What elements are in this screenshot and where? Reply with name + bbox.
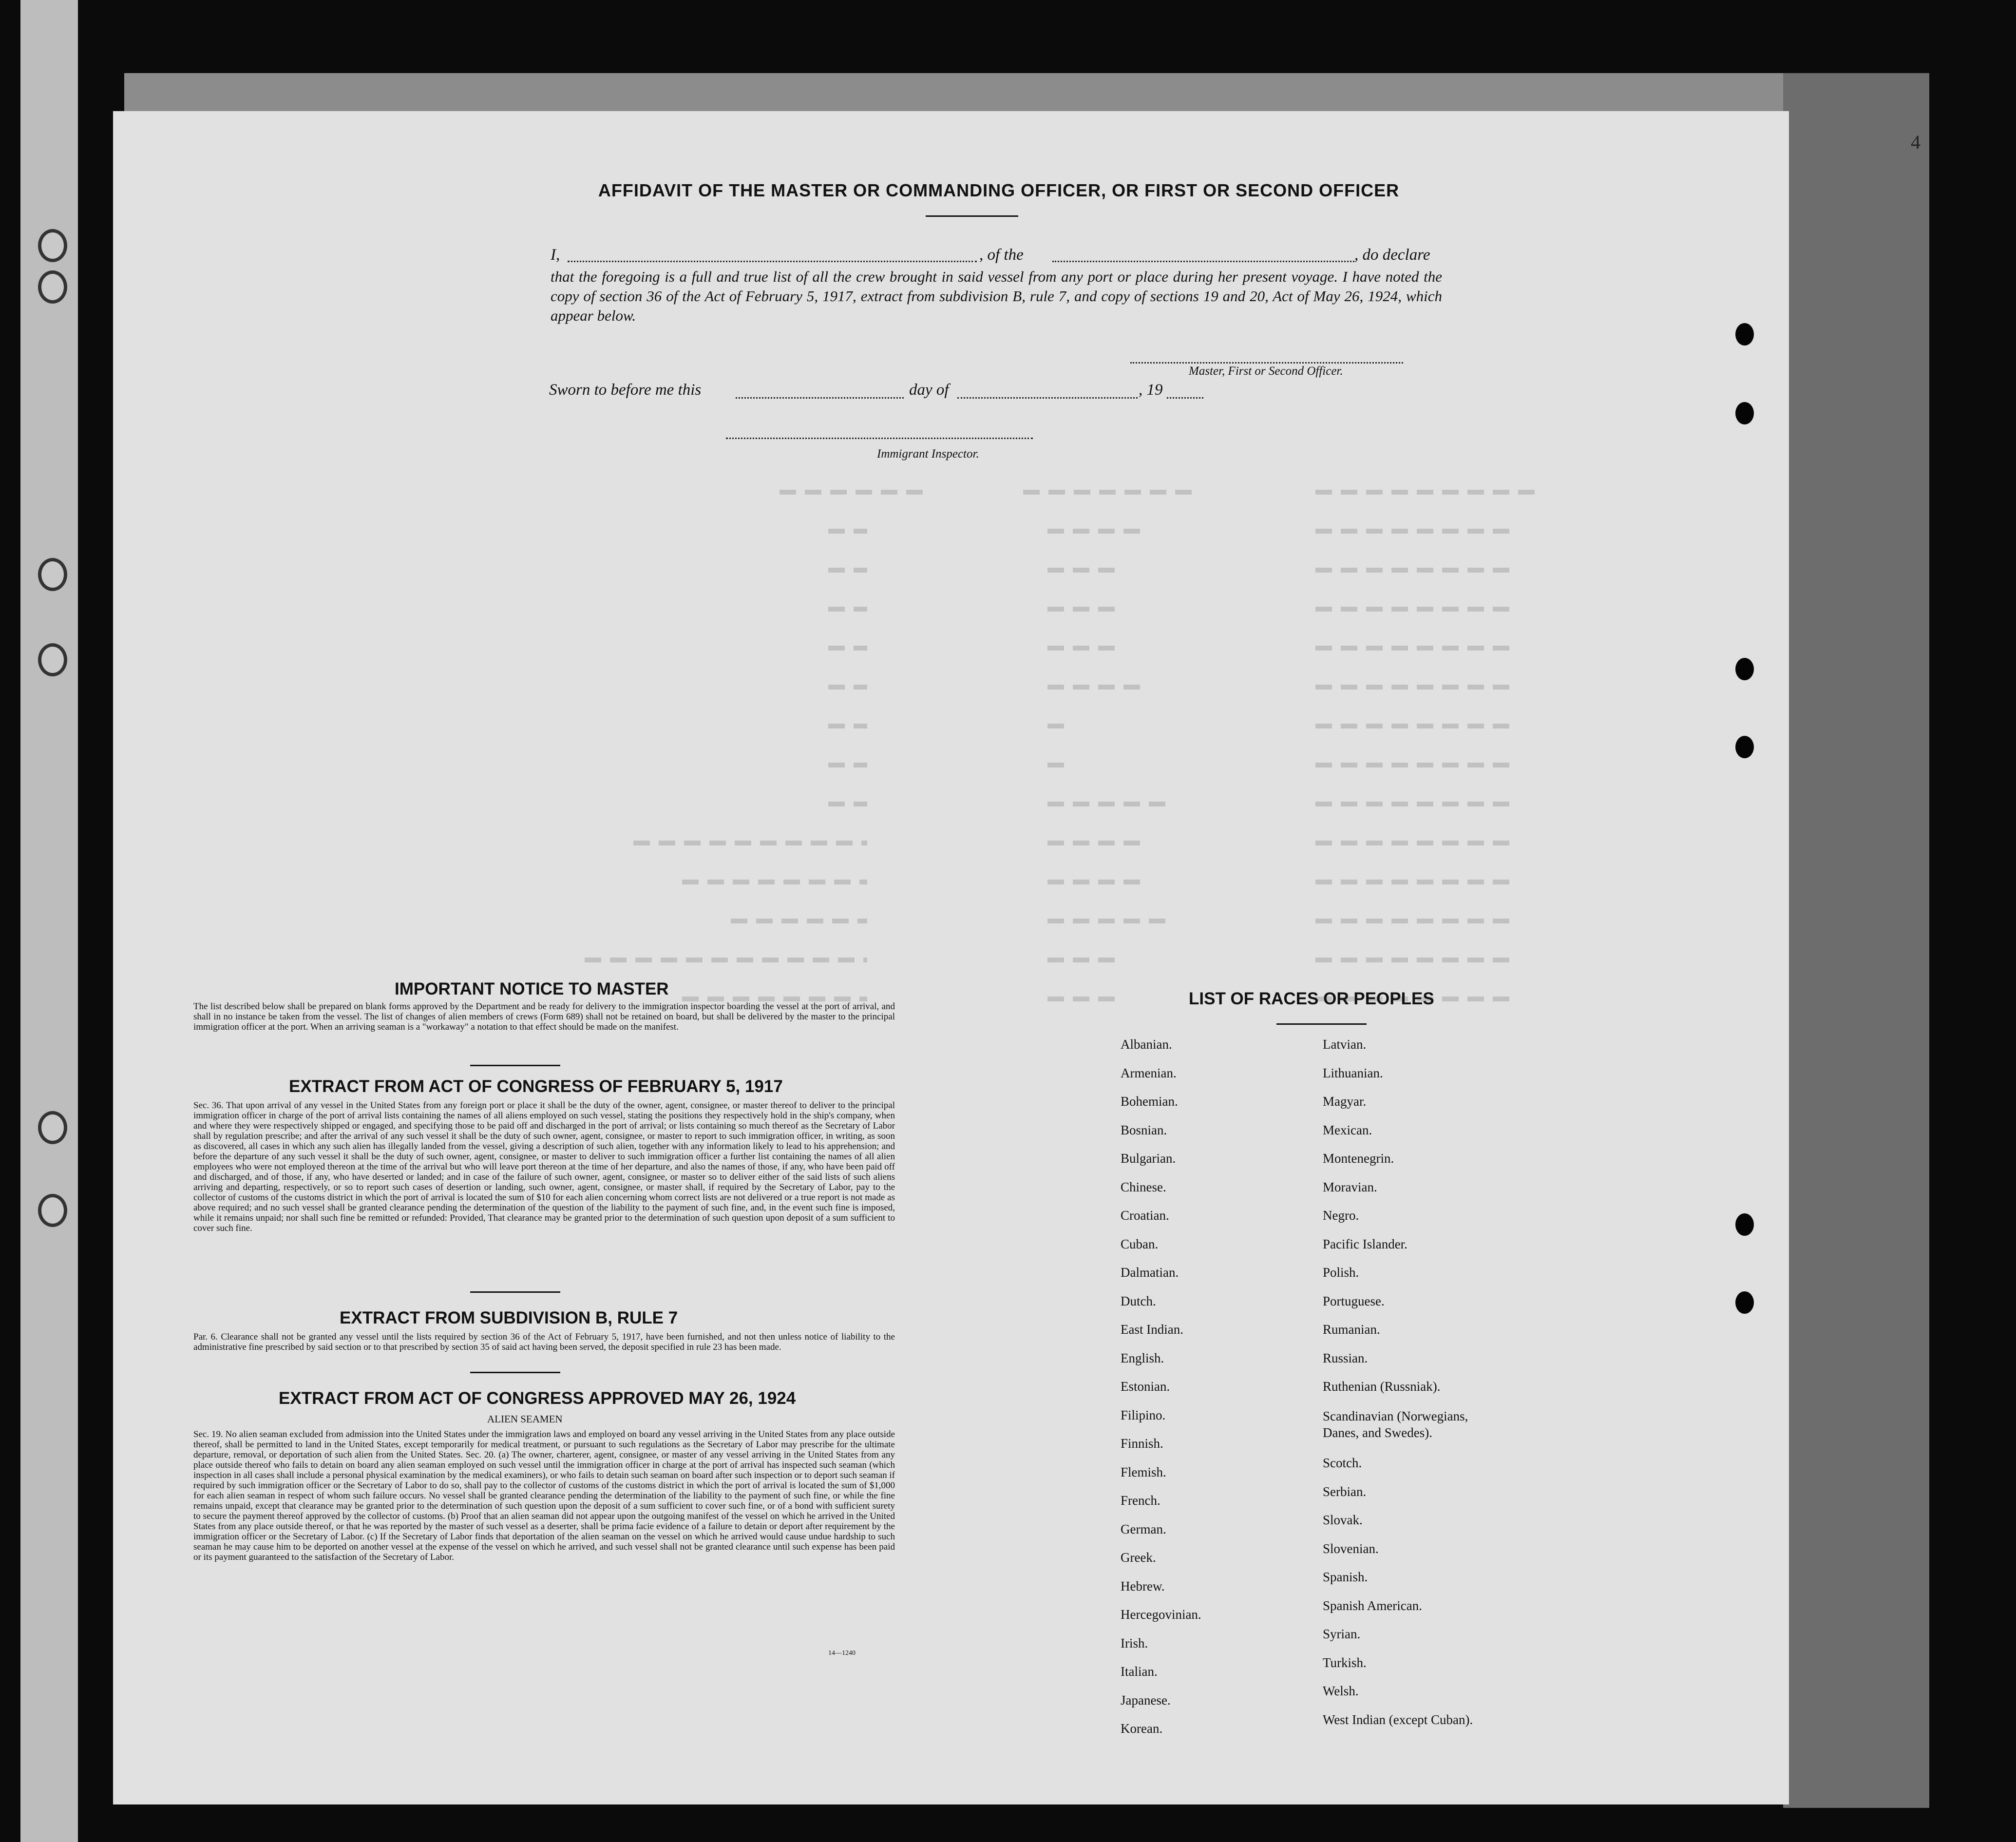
binder-hole (38, 643, 67, 676)
race-item: Hercegovinian. (1121, 1607, 1201, 1622)
punch-hole (1735, 323, 1754, 345)
name-field[interactable] (568, 261, 977, 262)
race-item: Welsh. (1323, 1684, 1359, 1698)
race-item: Latvian. (1323, 1037, 1367, 1052)
sworn-day-field[interactable] (736, 397, 904, 399)
race-item: Portuguese. (1323, 1293, 1385, 1308)
race-item: Polish. (1323, 1265, 1359, 1280)
race-item: Dutch. (1121, 1293, 1156, 1308)
sworn-year-field[interactable] (1167, 397, 1203, 399)
race-item: Cuban. (1121, 1236, 1159, 1251)
race-item: Magyar. (1323, 1094, 1367, 1109)
notice-title: IMPORTANT NOTICE TO MASTER (395, 979, 669, 998)
race-item: Filipino. (1121, 1407, 1166, 1422)
race-item: Dalmatian. (1121, 1265, 1179, 1280)
title-underline (926, 215, 1018, 217)
notice-text: The list described below shall be prepared on blank forms approved by the Department and be ready for delivery to the immigration inspector boarding the vessel at the port of arrival, and shall in no instance be taken from the vessel. The list of changes of alien members of crews (Form 689) shall not be retained on board, but shall be delivered by the master to the principal immigration officer at the port. When an arriving seaman is a "workaway" a notation to that effect should be made on the manifest. (193, 1001, 895, 1032)
race-item: Albanian. (1121, 1037, 1172, 1052)
race-item: Bohemian. (1121, 1094, 1178, 1109)
race-item: Syrian. (1323, 1627, 1361, 1641)
race-item: East Indian. (1121, 1322, 1183, 1337)
binder-hole (38, 229, 67, 262)
race-item: Greek. (1121, 1550, 1156, 1565)
punch-hole (1735, 402, 1754, 424)
race-item: Hebrew. (1121, 1578, 1165, 1593)
race-item: Italian. (1121, 1664, 1158, 1679)
binder-hole (38, 270, 67, 304)
race-item: Flemish. (1121, 1464, 1166, 1479)
i-label: I, (551, 246, 560, 264)
officer-signature-line[interactable] (1130, 362, 1403, 364)
extract-1917-title: EXTRACT FROM ACT OF CONGRESS OF FEBRUARY 5, 1917 (289, 1077, 783, 1096)
race-item: Russian. (1323, 1350, 1368, 1365)
inspector-signature-line[interactable] (726, 438, 1033, 439)
race-item: Slovenian. (1323, 1541, 1379, 1556)
signature-label: Master, First or Second Officer. (1189, 365, 1343, 378)
race-item: Spanish. (1323, 1570, 1368, 1584)
sworn-month-field[interactable] (957, 397, 1138, 399)
race-item: Ruthenian (Russniak). (1323, 1379, 1441, 1394)
race-item: West Indian (except Cuban). (1323, 1712, 1473, 1727)
year-label: , 19 (1139, 381, 1163, 399)
race-item: Japanese. (1121, 1692, 1171, 1708)
race-item: French. (1121, 1493, 1160, 1508)
race-item: Finnish. (1121, 1436, 1163, 1451)
race-item: Pacific Islander. (1323, 1236, 1407, 1251)
sworn-label: Sworn to before me this (549, 381, 702, 399)
race-item: Lithuanian. (1323, 1065, 1383, 1080)
extract-rule7-divider (470, 1372, 560, 1373)
extract-1924-text: Sec. 19. No alien seaman excluded from admission into the United States under the immigration laws and employed on board any vessel arriving in the United States from any place outside thereof, shall be permitted to land in the United States, except temporarily for medical treatment, or pursuant to such regulations as the Secretary of Labor may prescribe for the ultimate departure, removal, or deportation of such alien from the United States. Sec. 20. (a) The owner, charterer, agent, consignee, or master of any vessel arriving in the United States from any place outside thereof who fails to detain on board any alien seaman employed on such vessel until the immigration officer in charge at the port of arrival has inspected such seaman (which inspection in all cases shall include a personal physical examination by the medical examiners), or who fails to detain such seaman on board after such inspection or to deport such seaman if required by such immigration officer or the Secretary of Labor to do so, shall pay to the collector of customs of the customs district in which the port of arrival is located the sum of $1,000 for each alien seaman in respect of whom such failure occurs. No vessel shall be granted clearance pending the determination of the liability to the payment of such fine, or while the fine remains unpaid, except that clearance may be granted prior to the determination of such question upon the deposit of a sum sufficient to cover such fine, or of a bond with sufficient surety to secure the payment thereof approved by the collector of customs. (b) Proof that an alien seaman did not appear upon the outgoing manifest of the vessel on which he arrived in the United States from any place outside thereof, or that he was reported by the master of such vessel as a deserter, shall be prima facie evidence of a failure to detain or deport after requirement by the immigration officer or the Secretary of Labor. (c) If the Secretary of Labor finds that deportation of the alien seaman on the vessel on which he arrived would cause undue hardship to such seaman he may cause him to be deported on another vessel at the expense of the vessel on which he arrived, and such vessel shall not be granted clearance until such expense has been paid or its payment guaranteed to the satisfaction of the Secretary of Labor. (193, 1429, 895, 1562)
corner-mark: 4 (1911, 131, 1921, 153)
race-item: Scandinavian (Norwegians, Danes, and Swedes). (1323, 1408, 1468, 1440)
race-item: Croatian. (1121, 1208, 1169, 1223)
race-item: Slovak. (1323, 1513, 1363, 1527)
race-item: Korean. (1121, 1721, 1163, 1736)
notice-divider (470, 1065, 560, 1066)
extract-1917-text: Sec. 36. That upon arrival of any vessel in the United States from any foreign port or place it shall be the duty of the owner, agent, consignee, or master thereof to deliver to the principal immigration officer in charge of the port of arrival lists containing the names of all aliens employed on such vessel, stating the positions they respectively hold in the ship's company, when and where they were respectively shipped or engaged, and specifying those to be paid off and discharged in the port of arrival; or lists containing so much thereof as the Secretary of Labor shall by regulation prescribe; and after the arrival of any such vessel it shall be the duty of such owner, agent, consignee, or master to report to such immigration officer, in writing, as soon as discovered, all cases in which any such alien has illegally landed from the vessel, giving a description of such alien, together with any information likely to lead to his apprehension; and before the departure of any such vessel it shall be the duty of such owner, agent, consignee, or master to deliver to such immigration officer a further list containing the names of all alien employees who were not employed thereon at the time of the arrival but who will leave port thereon at the time of her departure, and also the names of those, if any, who have been paid off and discharged, and of those, if any, who have deserted or landed; and in case of the failure of such owner, agent, consignee, or master so to deliver either of the said lists of such aliens arriving and departing, respectively, or so to report such cases of desertion or landing, such owner, agent, consignee, or master shall, if required by the Secretary of Labor, pay to the collector of customs of the customs district in which the port of arrival is located the sum of $10 for each alien concerning whom correct lists are not delivered or a true report is not made as above required; and no such vessel shall be granted clearance pending the determination of the question of the liability to the payment of such fine, and, in the event such fine is imposed, while it remains unpaid; nor shall such fine be remitted or refunded: Provided, That clearance may be granted prior to the determination of such question upon deposit of a sum sufficient to cover such fine. (193, 1100, 895, 1233)
race-item: Bulgarian. (1121, 1151, 1176, 1166)
race-item: Chinese. (1121, 1179, 1166, 1194)
inspector-label: Immigrant Inspector. (877, 447, 979, 460)
race-item: Mexican. (1323, 1122, 1372, 1137)
extract-1924-subtitle: ALIEN SEAMEN (487, 1413, 563, 1425)
extract-1924-title: EXTRACT FROM ACT OF CONGRESS APPROVED MAY 26, 1924 (279, 1389, 796, 1408)
races-divider (1276, 1023, 1367, 1025)
underlying-page-edge (1783, 73, 1929, 1808)
race-item: Moravian. (1323, 1179, 1377, 1194)
extract-rule7-title: EXTRACT FROM SUBDIVISION B, RULE 7 (340, 1308, 678, 1327)
race-item: Rumanian. (1323, 1322, 1380, 1337)
race-item: German. (1121, 1521, 1166, 1536)
do-declare-label: , do declare (1354, 246, 1430, 264)
race-item: Spanish American. (1323, 1598, 1422, 1613)
punch-hole (1735, 1213, 1754, 1236)
punch-hole (1735, 736, 1754, 758)
binder-hole (38, 1194, 67, 1227)
punch-hole (1735, 1291, 1754, 1314)
binder-hole (38, 1111, 67, 1144)
affidavit-title: AFFIDAVIT OF THE MASTER OR COMMANDING OFFICER, OR FIRST OR SECOND OFFICER (598, 180, 1400, 200)
extract-1917-divider (470, 1291, 560, 1293)
day-of-label: day of (909, 381, 949, 399)
extract-rule7-text: Par. 6. Clearance shall not be granted any vessel until the lists required by section 36 of the Act of February 5, 1917, have been furnished, and not then unless notice of liability to the administrative fine prescribed by said section or to that prescribed by section 35 of said act having been served, the deposit specified in rule 23 has been made. (193, 1332, 895, 1352)
race-item: Irish. (1121, 1635, 1148, 1650)
declaration-text (551, 267, 1442, 326)
of-the-label: , of the (979, 246, 1024, 264)
declaration-body: that the foregoing is a full and true list of all the crew brought in said vessel from any port or place during her present voyage. I have noted the copy of section 36 of the Act of February 5, 1917, extract from subdivision B, rule 7, and copy of sections 19 and 20, Act of May 26, 1924, which appear below. (551, 268, 1442, 324)
race-item: English. (1121, 1350, 1164, 1365)
race-item: Scotch. (1323, 1456, 1362, 1470)
punch-hole (1735, 658, 1754, 680)
race-item: Bosnian. (1121, 1122, 1167, 1137)
vessel-field[interactable] (1052, 261, 1354, 262)
race-item: Armenian. (1121, 1065, 1177, 1080)
binder-hole (38, 558, 67, 591)
race-item: Estonian. (1121, 1379, 1170, 1394)
race-item: Negro. (1323, 1208, 1359, 1223)
race-item: Montenegrin. (1323, 1151, 1394, 1166)
races-title: LIST OF RACES OR PEOPLES (1189, 989, 1434, 1008)
form-number: 14—1240 (828, 1650, 856, 1657)
race-item: Turkish. (1323, 1655, 1367, 1670)
race-item: Serbian. (1323, 1484, 1367, 1499)
